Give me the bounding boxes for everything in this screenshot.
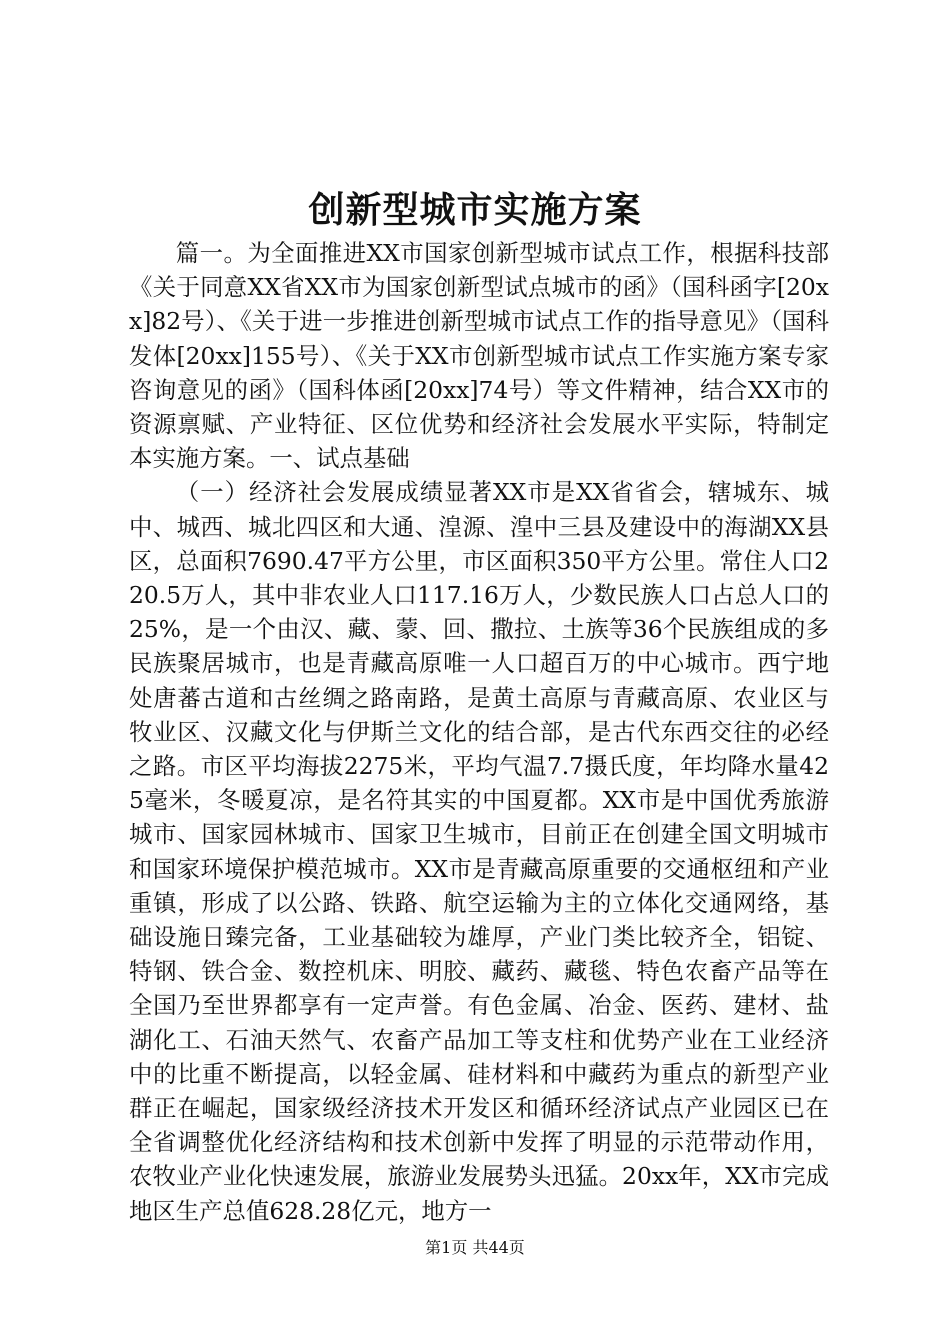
document-title: 创新型城市实施方案 (308, 189, 642, 231)
document-body (129, 236, 829, 1228)
page-number-footer: 第1页 共44页 (425, 1238, 525, 1257)
paragraph-intro: 篇一。为全面推进XX市国家创新型城市试点工作，根据科技部《关于同意XX省XX市为国家创新型试点城市的函》（国科函字[20xx]82号）、《关于进一步推进创新型城市试点工作的指导意见》（国科发体[20xx]155号）、《关于XX市创新型城市试点工作实施方案专家咨询意见的函》（国科体函[20xx]74号）等文件精神，结合XX市的资源禀赋、产业特征、区位优势和经济社会发展水平实际，特制定本实施方案。一、试点基础 (129, 239, 829, 473)
paragraph-economy: （一）经济社会发展成绩显著XX市是XX省省会，辖城东、城中、城西、城北四区和大通、湟源、湟中三县及建设中的海湖XX县区，总面积7690.47平方公里，市区面积350平方公里。常住人口220.5万人，其中非农业人口117.16万人，少数民族人口占总人口的25%，是一个由汉、藏、蒙、回、撒拉、土族等36个民族组成的多民族聚居城市，也是青藏高原唯一人口超百万的中心城市。西宁地处唐蕃古道和古丝绸之路南路，是黄土高原与青藏高原、农业区与牧业区、汉藏文化与伊斯兰文化的结合部，是古代东西交往的必经之路。市区平均海拔2275米，平均气温7.7摄氏度，年均降水量425毫米，冬暖夏凉，是名符其实的中国夏都。XX市是中国优秀旅游城市、国家园林城市、国家卫生城市，目前正在创建全国文明城市和国家环境保护模范城市。XX市是青藏高原重要的交通枢纽和产业重镇，形成了以公路、铁路、航空运输为主的立体化交通网络，基础设施日臻完备，工业基础较为雄厚，产业门类比较齐全，铝锭、特钢、铁合金、数控机床、明胶、藏药、藏毯、特色农畜产品等在全国乃至世界都享有一定声誉。有色金属、冶金、医药、建材、盐湖化工、石油天然气、农畜产品加工等支柱和优势产业在工业经济中的比重不断提高，以轻金属、硅材料和中藏药为重点的新型产业群正在崛起，国家级经济技术开发区和循环经济试点产业园区已在全省调整优化经济结构和技术创新中发挥了明显的示范带动作用，农牧业产业化快速发展，旅游业发展势头迅猛。20xx年，XX市完成地区生产总值628.28亿元，地方一 (129, 478, 829, 1225)
